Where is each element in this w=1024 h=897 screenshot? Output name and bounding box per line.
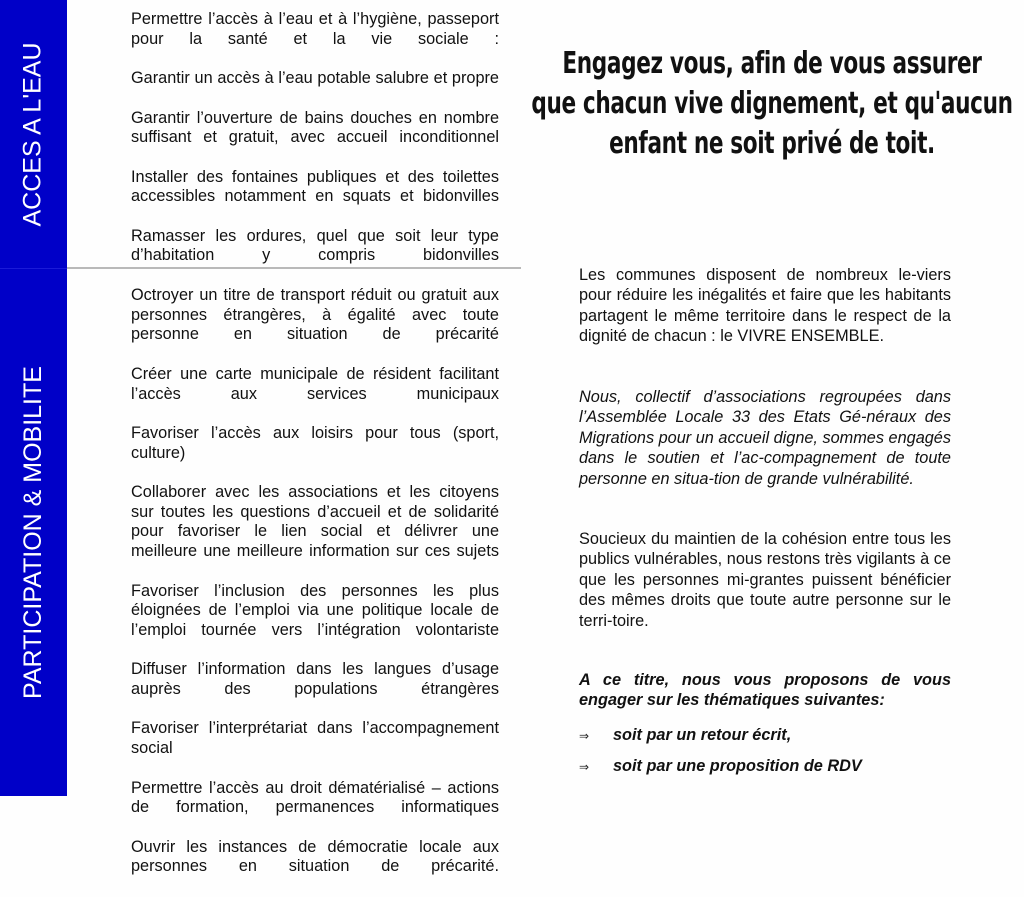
paragraph-text: Soucieux du maintien de la cohésion entre tous les publics vulnérables, nous restons très vigilants à ce que les personnes mi-grantes puissent bénéficier des mêmes droits que toute autre personne sur le terri-toire.	[579, 530, 951, 630]
section-title-acces-eau: ACCES A L'EAU	[19, 41, 47, 227]
sidebar	[0, 0, 67, 796]
list-item: Garantir un accès à l’eau potable salubre et propre	[131, 69, 499, 88]
acces-eau-list	[131, 10, 499, 286]
section-label-participation	[0, 268, 67, 796]
section-title-participation: PARTICIPATION & MOBILITE	[19, 365, 47, 699]
list-item: Favoriser l’interprétariat dans l’accompagnement social	[131, 719, 499, 758]
list-item	[579, 720, 959, 751]
list-item: Permettre l’accès à l’eau et à l’hygiène, passeport pour la santé et la vie sociale :	[131, 10, 499, 48]
list-item: Permettre l’accès au droit dématérialisé – actions de formation, permanences informatiques	[131, 778, 499, 817]
section-label-acces-eau	[0, 0, 67, 268]
response-options	[579, 720, 959, 782]
participation-list	[131, 286, 499, 897]
paragraph-text: Les communes disposent de nombreux le-viers pour réduire les inégalités et faire que les habitants partagent le même territoire dans le respect de la dignité de chacun : le VIVRE ENSEMBLE.	[579, 266, 951, 346]
list-item: Garantir l’ouverture de bains douches en nombre suffisant et gratuit, avec accueil inconditionnel	[131, 108, 499, 147]
headline-line: que chacun vive dignement, et qu'aucun	[531, 86, 1013, 121]
double-arrow-right-icon: ⇒	[579, 759, 590, 774]
bullet-text: soit par une proposition de RDV	[613, 757, 862, 775]
vigilance-paragraph	[579, 529, 951, 631]
list-item: Diffuser l’information dans les langues d’usage auprès des populations étrangères	[131, 660, 499, 699]
bullet-text: soit par un retour écrit,	[613, 726, 792, 744]
proposal-paragraph	[579, 670, 951, 711]
list-item: Octroyer un titre de transport réduit ou gratuit aux personnes étrangères, à égalité avec toute personne en situation de précarité	[131, 286, 499, 344]
collective-paragraph	[579, 387, 951, 489]
list-item: Ouvrir les instances de démocratie locale aux personnes en situation de précarité.	[131, 837, 499, 876]
headline-line: enfant ne soit privé de toit.	[609, 126, 935, 161]
list-item: Installer des fontaines publiques et des toilettes accessibles notamment en squats et bidonvilles	[131, 167, 499, 206]
list-item: Collaborer avec les associations et les citoyens sur toutes les questions d’accueil et de solidarité pour favoriser le lien social et délivrer une meilleure une meilleure information sur ces sujets	[131, 483, 499, 561]
list-item: Favoriser l’inclusion des personnes les plus éloignées de l’emploi via une politique locale de l’emploi tournée vers l’intégration volontariste	[131, 581, 499, 639]
list-item: Créer une carte municipale de résident facilitant l’accès aux services municipaux	[131, 364, 499, 403]
paragraph-text: Nous, collectif d’associations regroupées dans l’Assemblée Locale 33 des Etats Gé-néraux des Migrations pour un accueil digne, sommes engagés dans le soutien et l’ac-compagnement de toute personne en situa-tion de grande vulnérabilité.	[579, 388, 951, 488]
list-item: Ramasser les ordures, quel que soit leur type d’habitation y compris bidonvilles	[131, 226, 499, 265]
paragraph-text: A ce titre, nous vous proposons de vous engager sur les thématiques suivantes:	[579, 671, 951, 710]
list-item: Favoriser l’accès aux loisirs pour tous (sport, culture)	[131, 423, 499, 462]
headline-line: Engagez vous, afin de vous assurer	[562, 46, 982, 81]
intro-paragraph	[579, 265, 951, 347]
headline	[531, 44, 1013, 164]
section-divider	[67, 267, 521, 269]
list-item	[579, 751, 959, 782]
double-arrow-right-icon: ⇒	[579, 728, 590, 743]
